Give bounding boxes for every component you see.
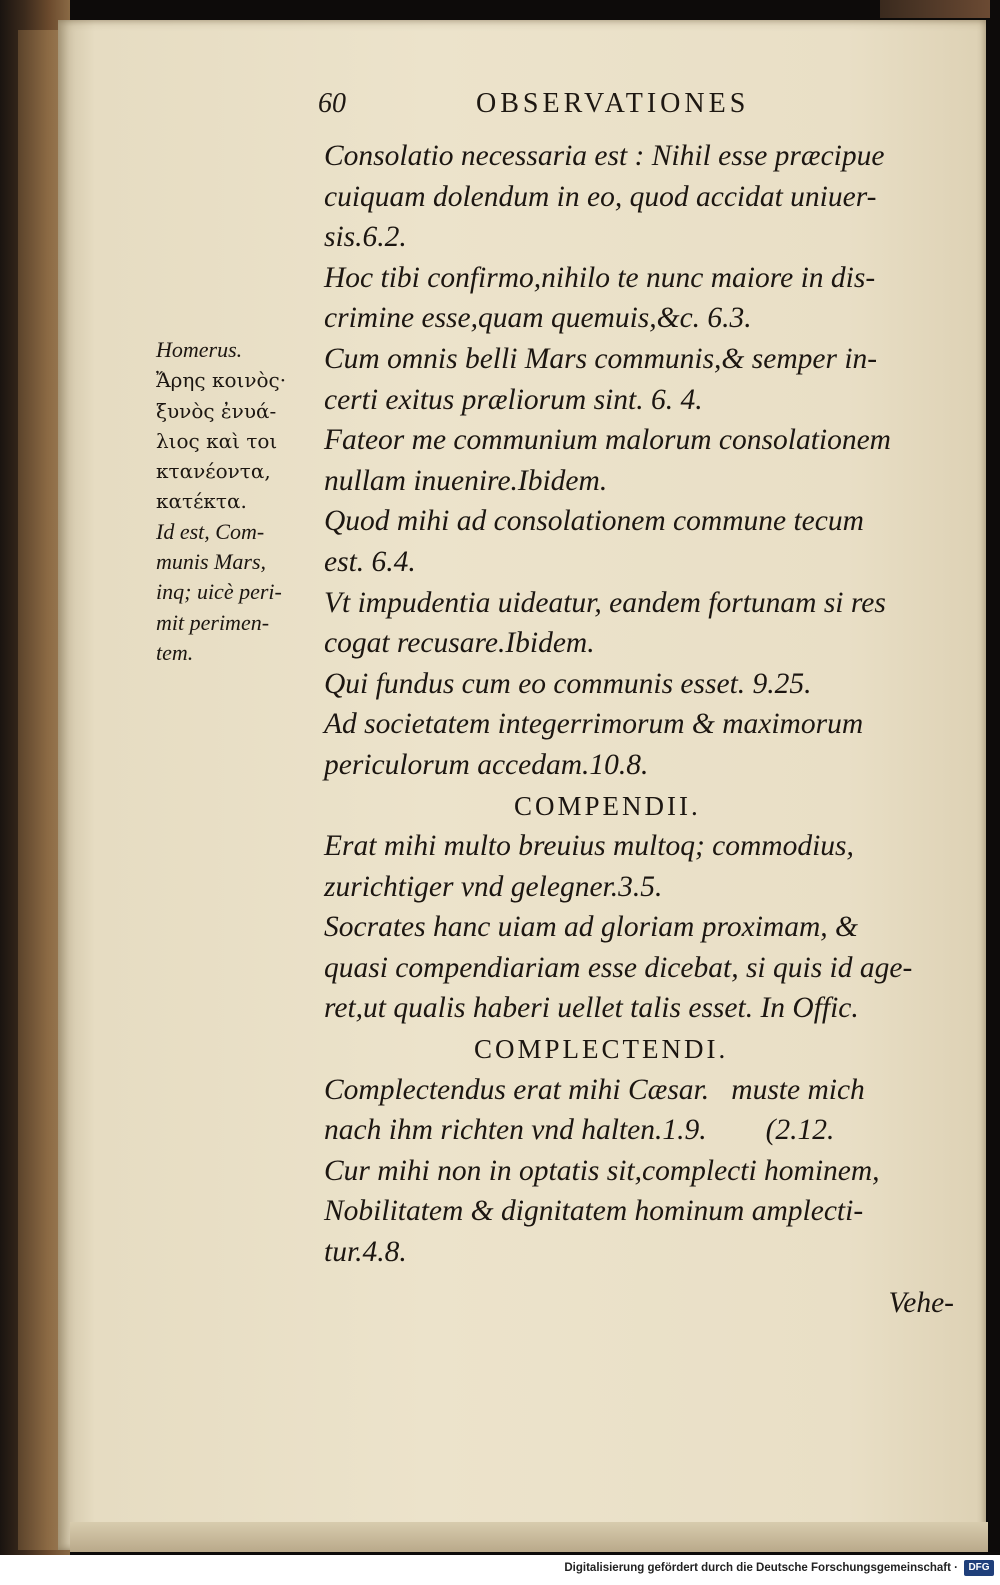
dfg-logo-icon: DFG <box>964 1560 994 1576</box>
text-line: Nobilitatem & dignitatem hominum amplecti- <box>324 1195 864 1228</box>
margin-greek-line: κατέκτα. <box>156 489 247 514</box>
text-line: crimine esse,quam quemuis,&c. 6.3. <box>324 302 752 335</box>
margin-line: inq; uicè peri- <box>156 579 282 605</box>
text-line: Socrates hanc uiam ad gloriam proximam, & <box>324 911 858 944</box>
running-head: OBSERVATIONES <box>476 88 750 119</box>
margin-greek-line: κτανέοντα, <box>156 459 271 484</box>
margin-line: mit perimen- <box>156 609 270 635</box>
text-line: certi exitus præliorum sint. 6. 4. <box>324 383 703 416</box>
text-line: Ad societatem integerrimorum & maximorum <box>324 708 864 741</box>
margin-greek-line: Ἄρης κοινὸς· <box>156 368 287 393</box>
text-line: Complectendus erat mihi Cæsar. muste mich <box>324 1073 865 1106</box>
margin-note <box>156 335 324 668</box>
main-text <box>324 136 974 1323</box>
text-line: est. 6.4. <box>324 545 416 578</box>
page-header <box>318 88 858 128</box>
text-line: Cur mihi non in optatis sit,complecti hominem, <box>324 1154 880 1187</box>
text-line: Cum omnis belli Mars communis,& semper in- <box>324 342 878 375</box>
text-line: zurichtiger vnd gelegner.3.5. <box>324 870 663 903</box>
text-line: Fateor me communium malorum consolationem <box>324 424 891 457</box>
footer-bar <box>0 1555 1000 1585</box>
page-bottom-edge <box>70 1522 988 1552</box>
text-line: nullam inuenire.Ibidem. <box>324 464 608 497</box>
text-line: cogat recusare.Ibidem. <box>324 627 595 660</box>
text-line: nach ihm richten vnd halten.1.9. (2.12. <box>324 1114 835 1147</box>
text-line: Consolatio necessaria est : Nihil esse præcipue <box>324 140 885 172</box>
text-line: Quod mihi ad consolationem commune tecum <box>324 505 864 538</box>
book-top-edge <box>880 0 990 18</box>
text-line: Erat mihi multo breuius multoq; commodius, <box>324 830 854 863</box>
margin-greek-line: ξυνὸς ἐνυά- <box>156 398 277 423</box>
text-line: ret,ut qualis haberi uellet talis esset. In Offic. <box>324 992 859 1025</box>
margin-line: Id est, Com- <box>156 518 265 544</box>
text-line: periculorum accedam.10.8. <box>324 748 649 781</box>
text-line: Hoc tibi confirmo,nihilo te nunc maiore in dis- <box>324 261 876 294</box>
margin-greek-line: λιος καὶ τοι <box>156 428 278 453</box>
text-line: quasi compendiariam esse dicebat, si quis id age- <box>324 951 913 984</box>
page-number: 60 <box>318 88 346 119</box>
text-line: sis.6.2. <box>324 221 407 254</box>
footer-credit: Digitalisierung gefördert durch die Deutsche Forschungsgemeinschaft · <box>564 1562 958 1574</box>
margin-line: munis Mars, <box>156 549 267 575</box>
text-line: cuiquam dolendum in eo, quod accidat uniuer- <box>324 180 877 213</box>
text-line: tur.4.8. <box>324 1236 407 1269</box>
section-heading-compendii: COMPENDII. <box>514 790 701 821</box>
text-line: Qui fundus cum eo communis esset. 9.25. <box>324 667 812 700</box>
catchword: Vehe- <box>888 1286 954 1319</box>
section-heading-complectendi: COMPLECTENDI. <box>474 1034 729 1065</box>
text-line: Vt impudentia uideatur, eandem fortunam si res <box>324 586 886 619</box>
margin-line: tem. <box>156 639 194 665</box>
margin-line: Homerus. <box>156 337 243 362</box>
